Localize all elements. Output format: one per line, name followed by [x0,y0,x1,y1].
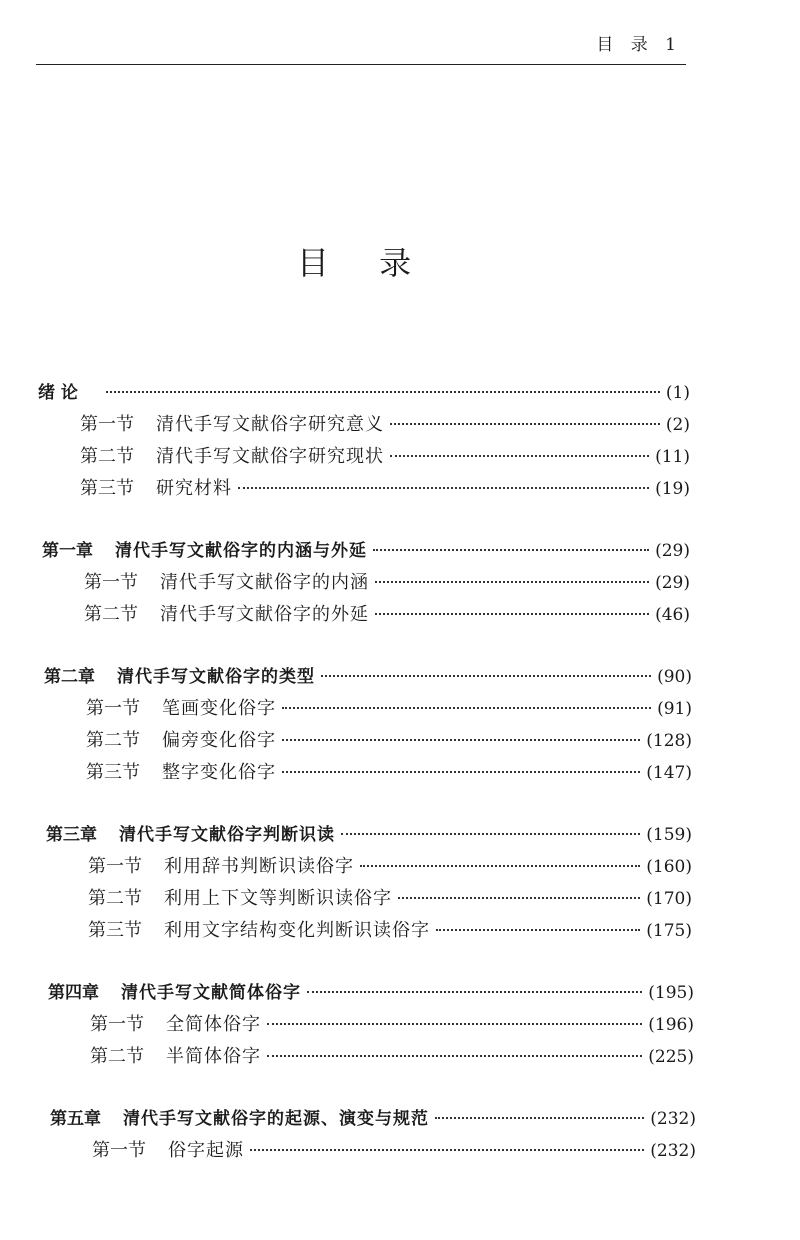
toc-chapter-block [0,662,800,790]
page-number: (90) [657,667,692,687]
dot-leader [436,929,640,931]
section-title: 清代手写文献俗字研究现状 [156,446,384,467]
dot-leader [390,455,649,457]
toc-section-entry[interactable] [0,694,692,726]
page-number: (175) [646,921,692,941]
section-title: 清代手写文献俗字的外延 [160,604,369,625]
chapter-number: 第五章 [50,1109,101,1129]
toc-section-entry[interactable] [0,600,690,632]
toc-entry-label [46,820,335,845]
toc-chapter-block [0,1104,800,1168]
page-number: (232) [650,1141,696,1161]
chapter-number: 第三章 [46,825,97,845]
section-number: 第三节 [88,920,142,941]
toc-entry-label [86,694,276,720]
running-head: 目 录 1 [596,35,682,55]
toc-entry-label [88,916,430,942]
toc-chapter-entry[interactable] [0,378,690,410]
toc-entry-label [80,442,384,468]
page-number: (91) [657,699,692,719]
toc-section-entry[interactable] [0,726,692,758]
dot-leader [282,771,640,773]
page-number: (29) [655,573,690,593]
section-title: 利用文字结构变化判断识读俗字 [164,920,430,941]
toc-entry-label [44,662,315,687]
page-number: (159) [646,825,692,845]
dot-leader [250,1149,644,1151]
page-number: (232) [650,1109,696,1129]
section-title: 俗字起源 [168,1140,244,1161]
page-number: (2) [665,415,690,435]
chapter-number: 绪 论 [38,383,78,403]
page-number: (1) [665,383,690,403]
page-number: (19) [655,479,690,499]
section-number: 第三节 [80,478,134,499]
toc-entry-label [86,758,276,784]
dot-leader [375,613,649,615]
toc-entry-label [50,1104,429,1129]
chapter-title: 清代手写文献简体俗字 [121,983,301,1003]
toc-entry-label [88,884,392,910]
chapter-title: 清代手写文献俗字的起源、演变与规范 [123,1109,429,1129]
toc-entry-label [86,726,276,752]
dot-leader [398,897,640,899]
section-title: 清代手写文献俗字的内涵 [160,572,369,593]
section-title: 全简体俗字 [166,1014,261,1035]
page-number: (160) [646,857,692,877]
dot-leader [282,707,651,709]
toc-entry-label [90,1010,261,1036]
page-number: (170) [646,889,692,909]
toc-section-entry[interactable] [0,568,690,600]
toc-chapter-entry[interactable] [0,820,692,852]
page-number: (46) [655,605,690,625]
chapter-title: 清代手写文献俗字判断识读 [119,825,335,845]
page-number: (29) [655,541,690,561]
header-rule [36,64,686,65]
dot-leader [373,549,649,551]
chapter-title: 清代手写文献俗字的内涵与外延 [115,541,367,561]
dot-leader [106,391,660,393]
toc-chapter-entry[interactable] [0,1104,696,1136]
section-number: 第一节 [88,856,142,877]
toc-chapter-entry[interactable] [0,978,694,1010]
toc-entry-label [80,474,232,500]
toc-chapter-entry[interactable] [0,662,692,694]
dot-leader [267,1023,642,1025]
toc-entry-label [42,536,367,561]
section-number: 第一节 [92,1140,146,1161]
toc-section-entry[interactable] [0,884,692,916]
chapter-number: 第四章 [48,983,99,1003]
dot-leader [267,1055,642,1057]
page-number: (147) [646,763,692,783]
toc-chapter-block [0,820,800,948]
section-title: 利用上下文等判断识读俗字 [164,888,392,909]
section-title: 笔画变化俗字 [162,698,276,719]
section-number: 第二节 [86,730,140,751]
page-title: 目 录 [296,244,432,282]
toc-chapter-entry[interactable] [0,536,690,568]
page-number: (11) [655,447,690,467]
dot-leader [360,865,640,867]
toc-entry-label [80,410,384,436]
dot-leader [238,487,649,489]
toc-entry-label [48,978,301,1003]
section-number: 第一节 [84,572,138,593]
toc-section-entry[interactable] [0,442,690,474]
toc-section-entry[interactable] [0,410,690,442]
section-number: 第二节 [80,446,134,467]
toc-section-entry[interactable] [0,852,692,884]
dot-leader [282,739,640,741]
dot-leader [390,423,660,425]
dot-leader [341,833,640,835]
dot-leader [435,1117,644,1119]
page-number: (195) [648,983,694,1003]
toc-section-entry[interactable] [0,1010,694,1042]
page-number: (128) [646,731,692,751]
section-number: 第三节 [86,762,140,783]
toc-entry-label [38,378,100,403]
toc-chapter-block [0,378,800,506]
section-title: 利用辞书判断识读俗字 [164,856,354,877]
toc-section-entry[interactable] [0,474,690,506]
section-number: 第一节 [90,1014,144,1035]
toc-entry-label [84,600,369,626]
toc-entry-label [84,568,369,594]
table-of-contents [0,378,800,1198]
chapter-number: 第一章 [42,541,93,561]
dot-leader [321,675,651,677]
chapter-number: 第二章 [44,667,95,687]
section-number: 第一节 [86,698,140,719]
dot-leader [307,991,642,993]
section-number: 第二节 [88,888,142,909]
toc-section-entry[interactable] [0,758,692,790]
section-title: 研究材料 [156,478,232,499]
toc-entry-label [92,1136,244,1162]
section-number: 第二节 [90,1046,144,1067]
page-number: (196) [648,1015,694,1035]
dot-leader [375,581,649,583]
toc-entry-label [90,1042,261,1068]
toc-entry-label [88,852,354,878]
toc-chapter-block [0,978,800,1074]
section-title: 半简体俗字 [166,1046,261,1067]
toc-section-entry[interactable] [0,1136,696,1168]
section-number: 第二节 [84,604,138,625]
section-title: 整字变化俗字 [162,762,276,783]
chapter-title: 清代手写文献俗字的类型 [117,667,315,687]
toc-section-entry[interactable] [0,1042,694,1074]
page-number: (225) [648,1047,694,1067]
section-title: 清代手写文献俗字研究意义 [156,414,384,435]
section-number: 第一节 [80,414,134,435]
toc-chapter-block [0,536,800,632]
toc-section-entry[interactable] [0,916,692,948]
section-title: 偏旁变化俗字 [162,730,276,751]
